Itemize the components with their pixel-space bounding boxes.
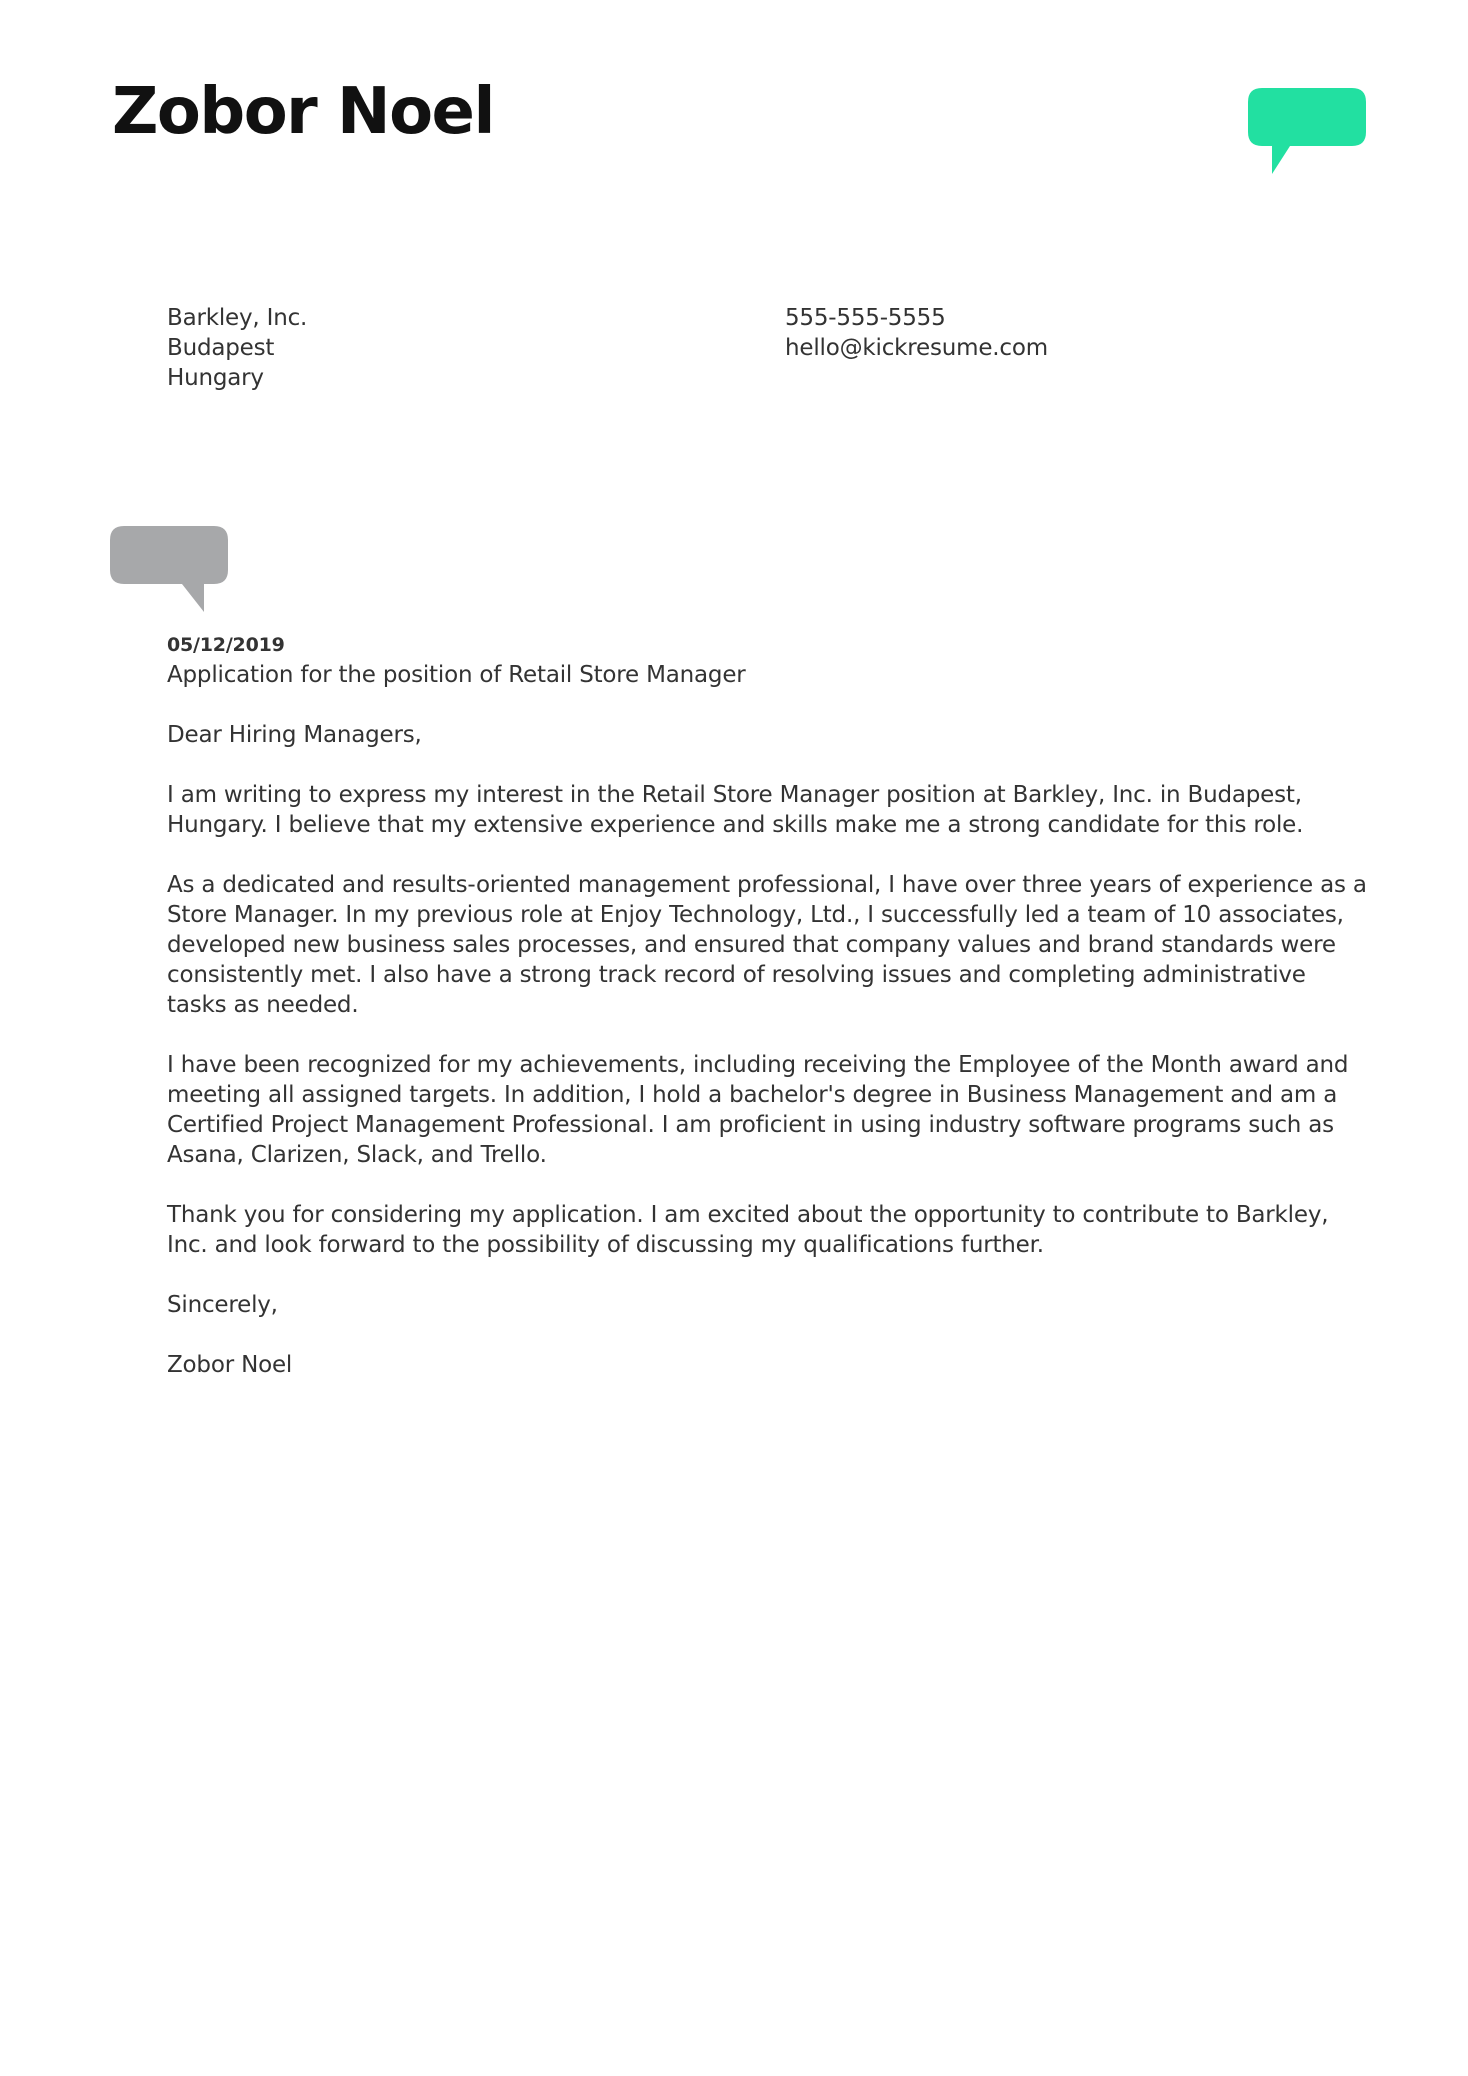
recipient-country: Hungary [167, 365, 264, 391]
green-bubble-shape [1248, 88, 1366, 174]
recipient-address [167, 303, 307, 393]
letter-greeting: Dear Hiring Managers, [167, 722, 422, 748]
letter-paragraph: Thank you for considering my application. I am excited about the opportunity to contribute to Barkley, Inc. and look forward to the possibility of discussing my qualifications further. [167, 1202, 1329, 1258]
letter-paragraph: I am writing to express my interest in the Retail Store Manager position at Barkley, Inc. in Budapest, Hungary. I believe that my extensive experience and skills make me a strong candidate for this role. [167, 782, 1304, 838]
recipient-city: Budapest [167, 335, 275, 361]
contact-email: hello@kickresume.com [785, 335, 1048, 361]
gray-bubble-shape [110, 526, 228, 612]
letter-signature: Zobor Noel [167, 1352, 293, 1378]
contact-phone: 555-555-5555 [785, 305, 946, 331]
letter-closing: Sincerely, [167, 1292, 278, 1318]
applicant-name: Zobor Noel [112, 75, 494, 149]
letter-paragraph: As a dedicated and results-oriented management professional, I have over three years of experience as a Store Manager. In my previous role at Enjoy Technology, Ltd., I successfully led a team of 10 associates, developed new business sales processes, and ensured that company values and brand standards were consistently met. I also have a strong track record of resolving issues and completing administrative tasks as needed. [167, 872, 1367, 1018]
recipient-company: Barkley, Inc. [167, 305, 308, 331]
speech-bubble-icon [1248, 88, 1366, 176]
contact-details [785, 303, 1048, 363]
letter-paragraph: I have been recognized for my achievements, including receiving the Employee of the Month award and meeting all assigned targets. In addition, I hold a bachelor's degree in Business Management and am a Certified Project Management Professional. I am proficient in using industry software programs such as Asana, Clarizen, Slack, and Trello. [167, 1052, 1349, 1168]
letter-date: 05/12/2019 [167, 634, 285, 656]
letter-subject: Application for the position of Retail Store Manager [167, 662, 746, 688]
letter-body [167, 630, 1367, 1410]
speech-bubble-icon [110, 526, 228, 614]
